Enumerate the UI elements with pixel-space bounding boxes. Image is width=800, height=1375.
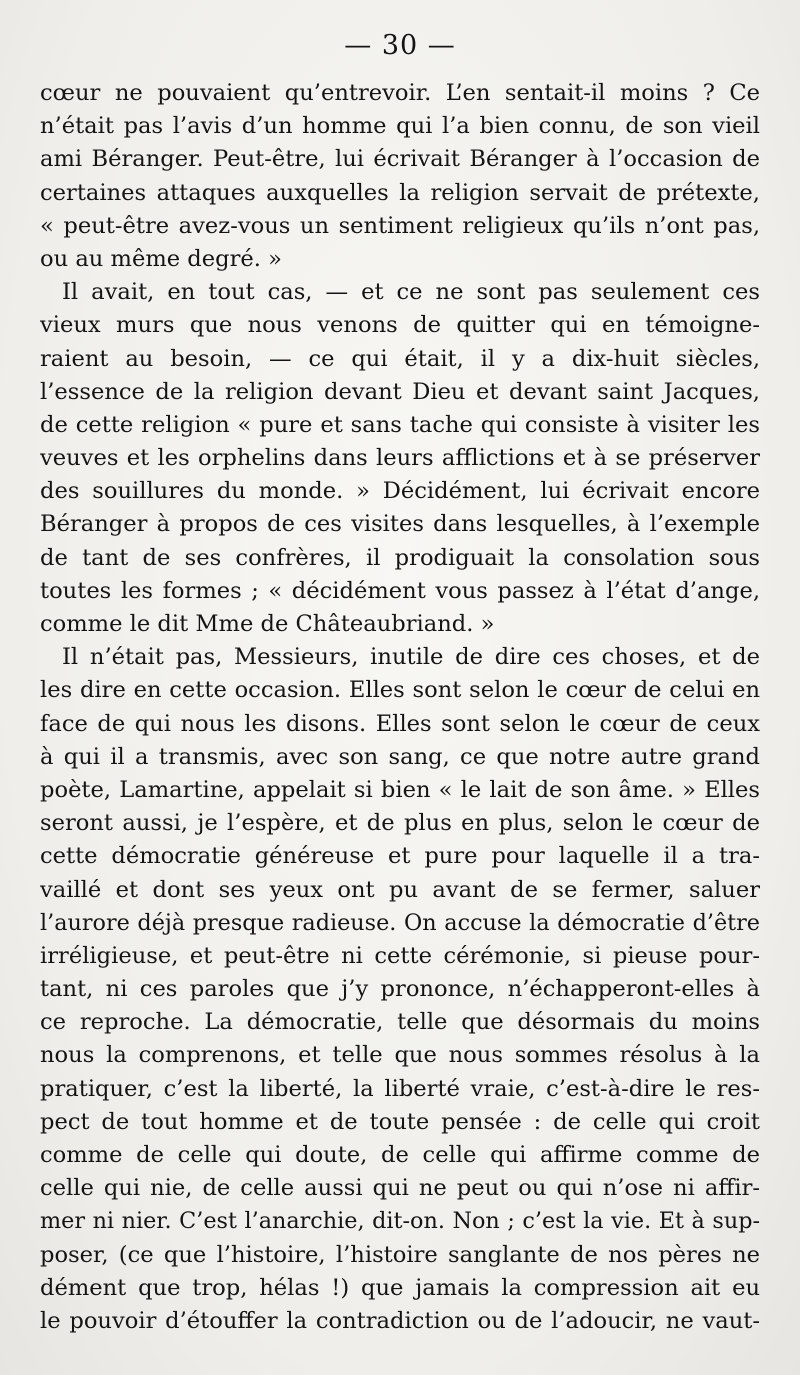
text-line: raient au besoin, — ce qui était, il y a dix-huit siècles, — [40, 345, 760, 372]
text-line: de tant de ses confrères, il prodiguait la consolation sous — [40, 544, 760, 571]
text-line: de cette religion « pure et sans tache qui consiste à visiter les — [40, 411, 760, 438]
text-line: le pouvoir d’étouffer la contradiction ou de l’adoucir, ne vaut- — [40, 1307, 760, 1334]
text-line: vaillé et dont ses yeux ont pu avant de se fermer, saluer — [40, 876, 760, 903]
text-line: seront aussi, je l’espère, et de plus en plus, selon le cœur de — [40, 810, 760, 837]
text-line: veuves et les orphelins dans leurs afflictions et à se préserver — [40, 445, 760, 472]
text-line: les dire en cette occasion. Elles sont selon le cœur de celui en — [40, 677, 760, 704]
text-line: pratiquer, c’est la liberté, la liberté vraie, c’est-à-dire le res- — [40, 1075, 760, 1102]
text-line: ce reproche. La démocratie, telle que désormais du moins — [40, 1009, 760, 1036]
text-line: vieux murs que nous venons de quitter qui en témoigne- — [40, 312, 760, 339]
text-line: Béranger à propos de ces visites dans lesquelles, à l’exemple — [40, 511, 760, 538]
text-line: irréligieuse, et peut-être ni cette cérémonie, si pieuse pour- — [40, 942, 760, 969]
text-line: face de qui nous les disons. Elles sont selon le cœur de ceux — [40, 710, 760, 737]
text-line: cœur ne pouvaient qu’entrevoir. L’en sentait-il moins ? Ce — [40, 80, 760, 106]
text-line: Il avait, en tout cas, — et ce ne sont pas seulement ces — [62, 279, 760, 306]
text-line: ou au même degré. » — [40, 245, 282, 272]
text-line: Il n’était pas, Messieurs, inutile de dire ces choses, et de — [62, 644, 760, 671]
text-line: dément que trop, hélas !) que jamais la compression ait eu — [40, 1274, 760, 1301]
text-line: ami Béranger. Peut-être, lui écrivait Béranger à l’occasion de — [40, 146, 760, 173]
text-line: des souillures du monde. » Décidément, lui écrivait encore — [40, 478, 760, 505]
text-line: mer ni nier. C’est l’anarchie, dit-on. Non ; c’est la vie. Et à sup- — [40, 1208, 760, 1235]
text-line: certaines attaques auxquelles la religion servait de prétexte, — [40, 179, 760, 206]
page-number: — 30 — — [344, 30, 456, 61]
text-line: comme de celle qui doute, de celle qui affirme comme de — [40, 1142, 760, 1168]
text-line: l’essence de la religion devant Dieu et devant saint Jacques, — [40, 378, 760, 405]
text-line: celle qui nie, de celle aussi qui ne peut ou qui n’ose ni affir- — [40, 1175, 760, 1202]
text-line: « peut-être avez-vous un sentiment religieux qu’ils n’ont pas, — [40, 212, 760, 239]
text-line: n’était pas l’avis d’un homme qui l’a bien connu, de son vieil — [40, 113, 760, 140]
text-line: nous la comprenons, et telle que nous sommes résolus à la — [40, 1042, 760, 1069]
text-line: à qui il a transmis, avec son sang, ce que notre autre grand — [40, 743, 760, 770]
text-line: l’aurore déjà presque radieuse. On accuse la démocratie d’être — [40, 909, 760, 936]
text-line: comme le dit Mme de Châteaubriand. » — [40, 611, 495, 637]
text-line: poète, Lamartine, appelait si bien « le lait de son âme. » Elles — [40, 776, 760, 803]
text-line: cette démocratie généreuse et pure pour laquelle il a tra- — [40, 843, 760, 870]
text-line: toutes les formes ; « décidément vous passez à l’état d’ange, — [40, 577, 760, 604]
text-line: tant, ni ces paroles que j’y prononce, n’échapperont-elles à — [40, 976, 760, 1003]
body-text — [40, 77, 760, 1338]
text-line: pect de tout homme et de toute pensée : de celle qui croit — [40, 1108, 760, 1135]
text-line: poser, (ce que l’histoire, l’histoire sanglante de nos pères ne — [40, 1241, 760, 1268]
